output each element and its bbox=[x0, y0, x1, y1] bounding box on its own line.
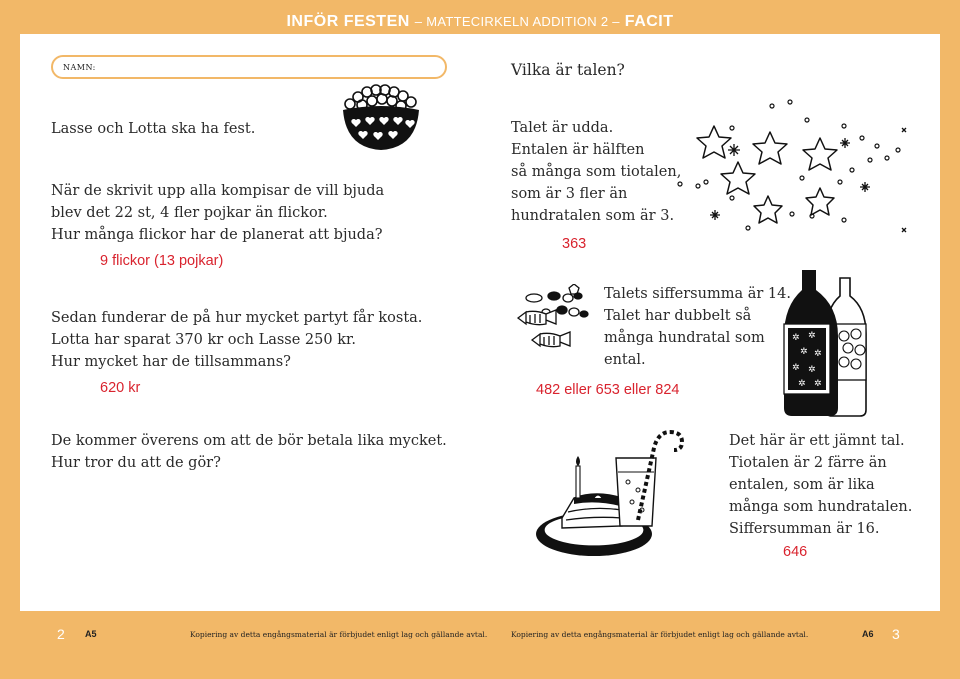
name-field[interactable] bbox=[51, 55, 447, 79]
name-label: NAMN: bbox=[63, 63, 96, 72]
right-copyright: Kopiering av detta engångsmaterial är förbjudet enligt lag och gällande avtal. bbox=[511, 630, 809, 639]
popcorn-bowl-icon bbox=[338, 80, 424, 152]
svg-text:✲: ✲ bbox=[808, 365, 816, 375]
header-facit: FACIT bbox=[624, 13, 674, 30]
page-header bbox=[0, 0, 960, 34]
riddle-3-answer: 646 bbox=[783, 544, 808, 560]
svg-text:✲: ✲ bbox=[798, 379, 806, 389]
riddle-1: Talet är udda. Entalen är hälften så många som tiotalen, som är 3 fler än hundratalen som är 3. bbox=[511, 120, 682, 224]
question-2: Sedan funderar de på hur mycket partyt får kosta. Lotta har sparat 370 kr och Lasse 250 kr. Hur mycket har de tillsammans? bbox=[51, 310, 423, 370]
riddle-3: Det här är ett jämnt tal. Tiotalen är 2 färre än entalen, som är lika många som hundratalen. Siffersumman är 16. bbox=[729, 433, 913, 537]
intro-text: Lasse och Lotta ska ha fest. bbox=[51, 121, 256, 137]
right-heading: Vilka är talen? bbox=[511, 61, 625, 79]
stars-icon bbox=[672, 98, 918, 244]
header-title-line bbox=[0, 13, 960, 31]
question-3: De kommer överens om att de bör betala lika mycket. Hur tror du att de gör? bbox=[51, 433, 447, 471]
left-page-code: A5 bbox=[85, 629, 97, 639]
left-copyright: Kopiering av detta engångsmaterial är förbjudet enligt lag och gällande avtal. bbox=[190, 630, 488, 639]
riddle-2: Talets siffersumma är 14. Talet har dubbelt så många hundratal som ental. bbox=[604, 286, 791, 368]
drink-glass-icon bbox=[608, 420, 698, 532]
header-title: INFÖR FESTEN bbox=[286, 13, 410, 30]
riddle-2-answer: 482 eller 653 eller 824 bbox=[536, 382, 680, 398]
right-page-code: A6 bbox=[862, 629, 874, 639]
answer-1: 9 flickor (13 pojkar) bbox=[100, 253, 224, 269]
answer-2: 620 kr bbox=[100, 380, 141, 396]
candy-icon bbox=[506, 284, 600, 356]
right-page-number: 3 bbox=[892, 626, 900, 642]
svg-text:✲: ✲ bbox=[808, 331, 816, 341]
bottles-icon bbox=[778, 268, 898, 420]
svg-text:✲: ✲ bbox=[814, 349, 822, 359]
svg-text:✲: ✲ bbox=[800, 347, 808, 357]
svg-text:✲: ✲ bbox=[814, 379, 822, 389]
header-subtitle: – MATTECIRKELN ADDITION 2 – bbox=[414, 14, 620, 29]
left-page-number: 2 bbox=[57, 626, 65, 642]
question-1: När de skrivit upp alla kompisar de vill bjuda blev det 22 st, 4 fler pojkar än flickor. Hur många flickor har de planerat att bjuda? bbox=[51, 183, 385, 243]
svg-text:✲: ✲ bbox=[792, 333, 800, 343]
riddle-1-answer: 363 bbox=[562, 236, 587, 252]
svg-text:✲: ✲ bbox=[792, 363, 800, 373]
